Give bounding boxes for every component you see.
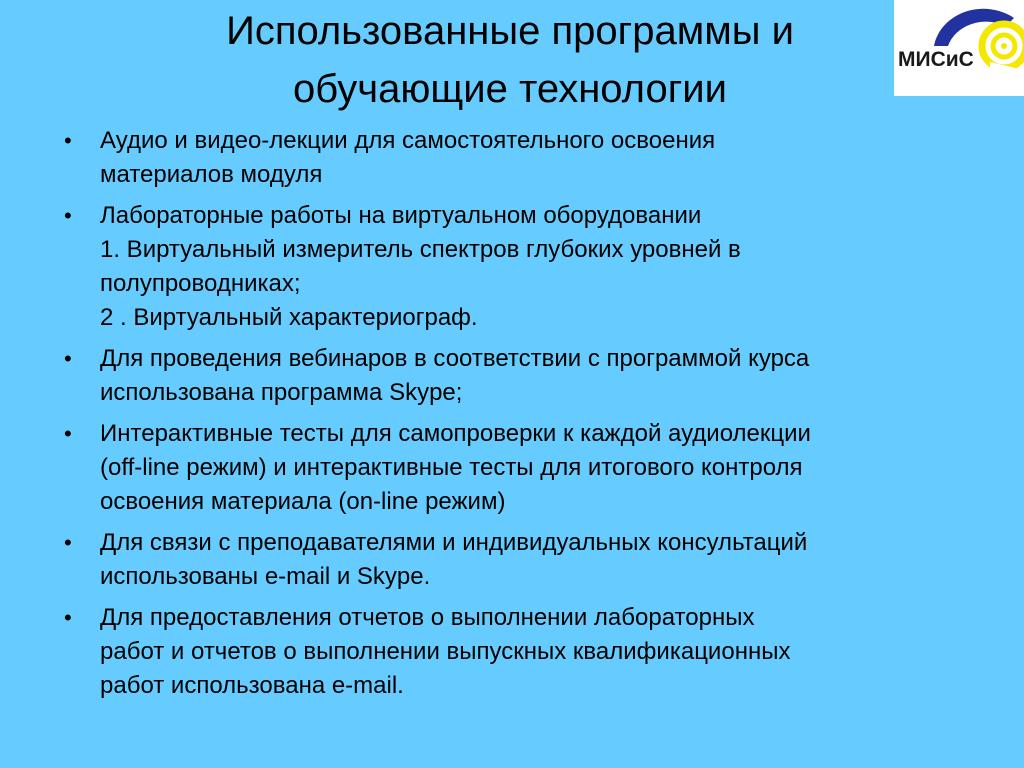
title-line: обучающие технологии: [293, 67, 727, 111]
bullet-line: Для проведения вебинаров в соответствии с программой курса: [100, 345, 810, 372]
bullet-line: (off-line режим) и интерактивные тесты для итогового контроля: [100, 454, 803, 481]
slide-title: [150, 2, 870, 118]
bullet-marker: •: [64, 530, 72, 555]
bullet-line: Для предоставления отчетов о выполнении лабораторных: [100, 604, 755, 631]
bullet-line: Интерактивные тесты для самопроверки к каждой аудиолекции: [100, 420, 811, 447]
bullet-item: [64, 417, 964, 519]
bullet-item: [64, 342, 964, 410]
bullet-line: полупроводниках;: [100, 270, 301, 297]
bullet-line: освоения материала (on-line режим): [100, 488, 506, 515]
logo-text: МИСиС: [898, 48, 974, 71]
bullet-line: использованы e-mail и Skype.: [100, 563, 431, 590]
bullet-marker: •: [64, 346, 72, 371]
bullet-line: Для связи с преподавателями и индивидуальных консультаций: [100, 529, 808, 556]
bullet-line: 2 . Виртуальный характериограф.: [100, 304, 478, 331]
bullet-line: 1. Виртуальный измеритель спектров глубоких уровней в: [100, 236, 741, 263]
title-line: Использованные программы и: [226, 9, 794, 53]
bullet-marker: •: [64, 421, 72, 446]
bullet-marker: •: [64, 128, 72, 153]
bullet-item: [64, 124, 964, 192]
bullet-marker: •: [64, 203, 72, 228]
bullet-line: использована программа Skype;: [100, 379, 463, 406]
bullet-line: работ использована e-mail.: [100, 672, 404, 699]
misis-logo: [894, 0, 1024, 96]
bullet-line: Лабораторные работы на виртуальном оборудовании: [100, 202, 702, 229]
bullet-item: [64, 199, 964, 335]
bullet-line: Аудио и видео-лекции для самостоятельного освоения: [100, 127, 716, 154]
bullet-line: материалов модуля: [100, 161, 323, 188]
bullet-item: [64, 526, 964, 594]
bullet-marker: •: [64, 605, 72, 630]
bullet-line: работ и отчетов о выполнении выпускных квалификационных: [100, 638, 791, 665]
bullet-list: [64, 124, 964, 710]
bullet-item: [64, 601, 964, 703]
